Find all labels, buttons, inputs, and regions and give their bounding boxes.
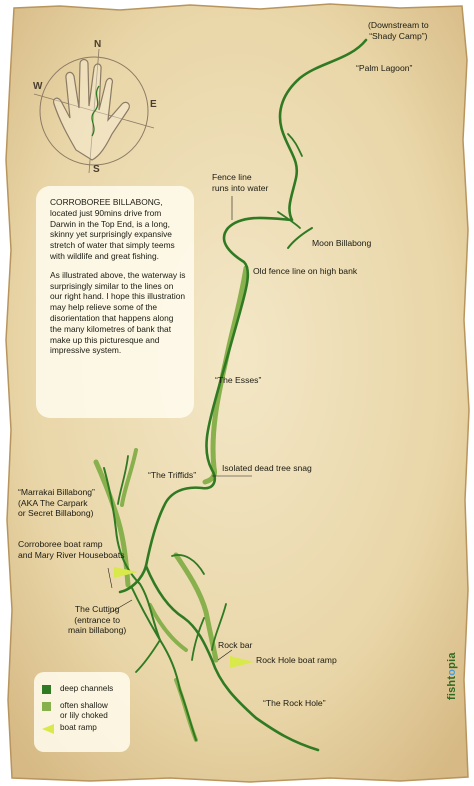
legend	[34, 672, 130, 752]
label-old-fence: Old fence line on high bank	[253, 266, 358, 276]
info-box	[36, 186, 194, 418]
legend-label-ramp: boat ramp	[60, 723, 97, 732]
label-dead-tree-snag: Isolated dead tree snag	[222, 463, 312, 473]
legend-item-ramp	[42, 723, 124, 740]
compass-e: E	[150, 99, 157, 110]
label-the-cutting: The Cutting (entrance to main billabong)	[68, 604, 127, 635]
deep-channel-swatch	[42, 685, 51, 694]
legend-label-deep: deep channels	[60, 684, 114, 693]
info-paragraph-1: CORROBOREE BILLABONG, located just 90mins drive from Darwin in the Top End, is a long, skinny yet surprisingly expansive stretch of water that simply teems with wildlife and great fishing.	[50, 197, 175, 261]
label-palm-lagoon: “Palm Lagoon”	[356, 63, 413, 73]
info-paragraph-2: As illustrated above, the waterway is surprisingly similar to the lines on our right hand. I hope this illustration may help relieve some of the disorientation that happens along the many kilometres of bank that make up this picturesque and impressive system.	[50, 269, 186, 356]
legend-label-shallow-2: or lily choked	[60, 710, 108, 720]
label-the-rock-hole: “The Rock Hole”	[263, 698, 326, 708]
shallow-channel-swatch	[42, 702, 51, 711]
legend-item-shallow	[42, 701, 124, 723]
label-downstream: (Downstream to “Shady Camp”)	[368, 20, 429, 41]
compass-s: S	[93, 164, 100, 175]
compass-n: N	[94, 39, 102, 50]
label-marrakai-billabong: “Marrakai Billabong” (AKA The Carpark or Secret Billabong)	[18, 487, 95, 518]
compass-w: W	[33, 81, 43, 92]
legend-label-shallow-1: often shallow	[60, 701, 108, 710]
legend-item-deep	[42, 684, 124, 701]
label-moon-billabong: Moon Billabong	[312, 238, 372, 248]
boat-ramp-swatch	[42, 724, 54, 734]
label-the-triffids: “The Triffids”	[148, 470, 197, 480]
label-corroboree-boat-ramp: Corroboree boat ramp and Mary River Houseboats	[18, 539, 125, 560]
label-rock-bar: Rock bar	[218, 640, 253, 650]
label-fence-line: Fence line runs into water	[212, 172, 269, 193]
label-rock-hole-boat-ramp: Rock Hole boat ramp	[256, 655, 337, 665]
brand-logo: fishtopia	[446, 652, 458, 700]
label-the-esses: “The Esses”	[215, 375, 262, 385]
